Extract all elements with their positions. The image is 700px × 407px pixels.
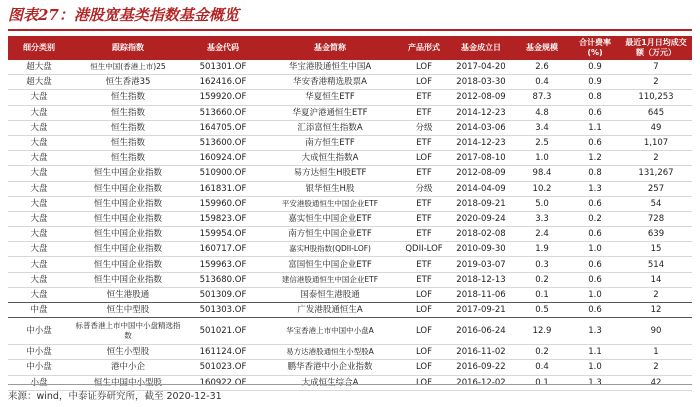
cell-volume: 1,107 <box>620 135 692 150</box>
cell-code: 513600.OF <box>186 135 260 150</box>
table-row <box>8 151 692 166</box>
cell-form: 分级 <box>400 181 448 196</box>
cell-category: 大盘 <box>8 181 70 196</box>
cell-category: 中小盘 <box>8 345 70 360</box>
cell-size: 10.2 <box>514 181 570 196</box>
cell-code: 160717.OF <box>186 242 260 257</box>
cell-index: 恒生中国企业指数 <box>70 257 186 272</box>
header-volume: 最近1月日均成交额（万元） <box>620 36 692 60</box>
cell-volume: 728 <box>620 211 692 226</box>
cell-volume: 2 <box>620 151 692 166</box>
cell-volume: 2 <box>620 360 692 375</box>
cell-fee: 0.2 <box>570 211 620 226</box>
table-row <box>8 318 692 345</box>
cell-form: LOF <box>400 303 448 318</box>
cell-size: 2.6 <box>514 60 570 75</box>
cell-category: 大盘 <box>8 272 70 287</box>
cell-code: 501023.OF <box>186 360 260 375</box>
cell-index: 恒生指数 <box>70 151 186 166</box>
cell-index: 恒生香港35 <box>70 75 186 90</box>
cell-category: 大盘 <box>8 166 70 181</box>
cell-date: 2014-12-23 <box>448 135 514 150</box>
cell-fee: 1.0 <box>570 242 620 257</box>
cell-fund-name: 富国恒生中国企业ETF <box>260 257 400 272</box>
fund-table <box>8 36 692 391</box>
cell-fee: 1.1 <box>570 120 620 135</box>
cell-index: 标普香港上市中国中小盘精选指数 <box>70 318 186 345</box>
cell-volume: 2 <box>620 75 692 90</box>
header-category: 细分类别 <box>8 36 70 60</box>
table-row <box>8 272 692 287</box>
cell-category: 超大盘 <box>8 75 70 90</box>
cell-form: ETF <box>400 166 448 181</box>
cell-code: 159823.OF <box>186 211 260 226</box>
header-index: 跟踪指数 <box>70 36 186 60</box>
cell-fund-name: 华夏恒生ETF <box>260 90 400 105</box>
cell-date: 2017-08-10 <box>448 151 514 166</box>
cell-category: 大盘 <box>8 120 70 135</box>
cell-index: 恒生指数 <box>70 90 186 105</box>
table-row <box>8 75 692 90</box>
cell-volume: 131,267 <box>620 166 692 181</box>
cell-volume: 49 <box>620 120 692 135</box>
cell-code: 161831.OF <box>186 181 260 196</box>
cell-fund-name: 汇添富恒生指数A <box>260 120 400 135</box>
cell-code: 159920.OF <box>186 90 260 105</box>
cell-fund-name: 大成恒生指数A <box>260 151 400 166</box>
cell-fund-name: 大成恒生综合A <box>260 375 400 390</box>
cell-code: 159954.OF <box>186 227 260 242</box>
cell-code: 501303.OF <box>186 303 260 318</box>
cell-size: 0.2 <box>514 272 570 287</box>
cell-volume: 514 <box>620 257 692 272</box>
cell-fee: 0.6 <box>570 272 620 287</box>
cell-volume: 2 <box>620 287 692 302</box>
cell-fund-name: 华夏沪港通恒生ETF <box>260 105 400 120</box>
cell-index: 恒生指数 <box>70 105 186 120</box>
cell-date: 2017-09-21 <box>448 303 514 318</box>
table-row <box>8 120 692 135</box>
cell-size: 0.1 <box>514 375 570 390</box>
cell-category: 中小盘 <box>8 360 70 375</box>
cell-size: 5.0 <box>514 196 570 211</box>
table-row <box>8 105 692 120</box>
cell-index: 恒生中国中小型股 <box>70 375 186 390</box>
cell-volume: 1 <box>620 345 692 360</box>
cell-fund-name: 华宝港股通恒生中国A <box>260 60 400 75</box>
cell-category: 大盘 <box>8 151 70 166</box>
cell-volume: 12 <box>620 303 692 318</box>
header-fee: 合计费率(%) <box>570 36 620 60</box>
cell-category: 大盘 <box>8 257 70 272</box>
bottom-rule <box>8 384 692 385</box>
cell-index: 恒生中型股 <box>70 303 186 318</box>
table-row <box>8 242 692 257</box>
cell-fund-name: 易方达港股通恒生小型股A <box>260 345 400 360</box>
cell-fee: 0.9 <box>570 60 620 75</box>
cell-index: 恒生中国企业指数 <box>70 272 186 287</box>
cell-fee: 1.3 <box>570 375 620 390</box>
cell-form: ETF <box>400 272 448 287</box>
cell-code: 161124.OF <box>186 345 260 360</box>
cell-fund-name: 广发港股通恒生A <box>260 303 400 318</box>
header-name: 基金简称 <box>260 36 400 60</box>
cell-date: 2020-09-24 <box>448 211 514 226</box>
table-row <box>8 360 692 375</box>
cell-form: ETF <box>400 211 448 226</box>
table-row <box>8 90 692 105</box>
cell-size: 0.4 <box>514 360 570 375</box>
cell-volume: 14 <box>620 272 692 287</box>
cell-fee: 0.9 <box>570 75 620 90</box>
table-row <box>8 257 692 272</box>
table-row <box>8 287 692 302</box>
cell-form: LOF <box>400 318 448 345</box>
cell-fee: 1.0 <box>570 360 620 375</box>
cell-fee: 0.6 <box>570 227 620 242</box>
cell-fee: 0.6 <box>570 196 620 211</box>
figure-title: 图表27：港股宽基类指数基金概览 <box>8 6 239 24</box>
cell-size: 3.4 <box>514 120 570 135</box>
cell-fund-name: 易方达恒生H股ETF <box>260 166 400 181</box>
cell-code: 501021.OF <box>186 318 260 345</box>
cell-index: 恒生中国企业指数 <box>70 242 186 257</box>
cell-category: 大盘 <box>8 287 70 302</box>
cell-fee: 0.6 <box>570 257 620 272</box>
cell-index: 恒生中国(香港上市)25 <box>70 60 186 75</box>
table-header-row <box>8 36 692 60</box>
header-form: 产品形式 <box>400 36 448 60</box>
cell-volume: 90 <box>620 318 692 345</box>
cell-size: 0.3 <box>514 257 570 272</box>
cell-date: 2017-04-20 <box>448 60 514 75</box>
cell-index: 恒生中国企业指数 <box>70 227 186 242</box>
cell-volume: 7 <box>620 60 692 75</box>
cell-fee: 0.6 <box>570 105 620 120</box>
cell-date: 2019-03-07 <box>448 257 514 272</box>
cell-form: LOF <box>400 75 448 90</box>
cell-index: 恒生指数 <box>70 120 186 135</box>
cell-form: LOF <box>400 360 448 375</box>
cell-volume: 15 <box>620 242 692 257</box>
cell-size: 3.3 <box>514 211 570 226</box>
cell-code: 159960.OF <box>186 196 260 211</box>
cell-date: 2012-08-09 <box>448 166 514 181</box>
cell-form: ETF <box>400 105 448 120</box>
cell-category: 大盘 <box>8 211 70 226</box>
cell-form: QDII-LOF <box>400 242 448 257</box>
cell-size: 1.0 <box>514 151 570 166</box>
cell-form: ETF <box>400 227 448 242</box>
cell-size: 98.4 <box>514 166 570 181</box>
table-row <box>8 181 692 196</box>
cell-volume: 54 <box>620 196 692 211</box>
cell-fee: 0.8 <box>570 166 620 181</box>
cell-date: 2014-03-06 <box>448 120 514 135</box>
cell-code: 501309.OF <box>186 287 260 302</box>
cell-fund-name: 银华恒生H股 <box>260 181 400 196</box>
cell-volume: 645 <box>620 105 692 120</box>
cell-fund-name: 南方恒生ETF <box>260 135 400 150</box>
cell-code: 160924.OF <box>186 151 260 166</box>
cell-fee: 0.6 <box>570 135 620 150</box>
cell-size: 4.8 <box>514 105 570 120</box>
cell-fund-name: 南方恒生中国企业ETF <box>260 227 400 242</box>
cell-fund-name: 嘉实恒生中国企业ETF <box>260 211 400 226</box>
cell-date: 2014-12-23 <box>448 105 514 120</box>
cell-category: 中盘 <box>8 303 70 318</box>
cell-index: 恒生中国企业指数 <box>70 166 186 181</box>
cell-date: 2016-06-24 <box>448 318 514 345</box>
cell-date: 2014-04-09 <box>448 181 514 196</box>
cell-fee: 1.3 <box>570 181 620 196</box>
cell-form: ETF <box>400 257 448 272</box>
cell-volume: 639 <box>620 227 692 242</box>
cell-fund-name: 嘉实H股指数(QDII-LOF) <box>260 242 400 257</box>
table-row <box>8 60 692 75</box>
cell-form: LOF <box>400 345 448 360</box>
cell-category: 中小盘 <box>8 318 70 345</box>
cell-fee: 1.3 <box>570 318 620 345</box>
cell-date: 2018-12-13 <box>448 272 514 287</box>
cell-form: ETF <box>400 90 448 105</box>
cell-index: 恒生小型股 <box>70 345 186 360</box>
cell-size: 2.5 <box>514 135 570 150</box>
cell-code: 164705.OF <box>186 120 260 135</box>
cell-category: 大盘 <box>8 105 70 120</box>
cell-date: 2010-09-30 <box>448 242 514 257</box>
cell-size: 12.9 <box>514 318 570 345</box>
cell-index: 恒生指数 <box>70 135 186 150</box>
table-row <box>8 227 692 242</box>
cell-size: 1.9 <box>514 242 570 257</box>
cell-category: 大盘 <box>8 196 70 211</box>
cell-code: 162416.OF <box>186 75 260 90</box>
cell-date: 2016-12-02 <box>448 375 514 390</box>
table-row <box>8 303 692 318</box>
cell-index: 恒生中国企业指数 <box>70 196 186 211</box>
cell-code: 513660.OF <box>186 105 260 120</box>
cell-form: 分级 <box>400 120 448 135</box>
cell-volume: 110,253 <box>620 90 692 105</box>
cell-form: ETF <box>400 196 448 211</box>
cell-fee: 1.1 <box>570 345 620 360</box>
cell-code: 513680.OF <box>186 272 260 287</box>
table-row <box>8 166 692 181</box>
cell-fee: 0.6 <box>570 303 620 318</box>
cell-fund-name: 华宝香港上市中国中小盘A <box>260 318 400 345</box>
cell-fund-name: 国泰恒生港股通 <box>260 287 400 302</box>
header-size: 基金规模 <box>514 36 570 60</box>
table-row <box>8 135 692 150</box>
cell-date: 2012-08-09 <box>448 90 514 105</box>
cell-fee: 0.8 <box>570 90 620 105</box>
cell-size: 0.1 <box>514 287 570 302</box>
cell-form: LOF <box>400 151 448 166</box>
cell-category: 超大盘 <box>8 60 70 75</box>
cell-fee: 1.0 <box>570 287 620 302</box>
cell-date: 2018-09-21 <box>448 196 514 211</box>
table-row <box>8 211 692 226</box>
cell-date: 2018-02-08 <box>448 227 514 242</box>
cell-size: 87.3 <box>514 90 570 105</box>
cell-category: 大盘 <box>8 242 70 257</box>
source-note: 来源：wind，中泰证券研究所，截至 2020-12-31 <box>8 391 222 402</box>
cell-size: 0.4 <box>514 75 570 90</box>
cell-size: 2.4 <box>514 227 570 242</box>
cell-fund-name: 平安港股通恒生中国企业ETF <box>260 196 400 211</box>
cell-volume: 257 <box>620 181 692 196</box>
cell-size: 0.2 <box>514 345 570 360</box>
cell-date: 2016-11-02 <box>448 345 514 360</box>
cell-code: 510900.OF <box>186 166 260 181</box>
cell-date: 2018-11-06 <box>448 287 514 302</box>
cell-code: 159963.OF <box>186 257 260 272</box>
cell-fund-name: 华安香港精选股票A <box>260 75 400 90</box>
cell-volume: 42 <box>620 375 692 390</box>
cell-code: 160922.OF <box>186 375 260 390</box>
cell-fee: 1.2 <box>570 151 620 166</box>
cell-index: 恒生中国企业指数 <box>70 211 186 226</box>
cell-category: 大盘 <box>8 90 70 105</box>
header-code: 基金代码 <box>186 36 260 60</box>
cell-form: ETF <box>400 135 448 150</box>
cell-code: 501301.OF <box>186 60 260 75</box>
cell-category: 小盘 <box>8 375 70 390</box>
cell-date: 2018-03-30 <box>448 75 514 90</box>
cell-index: 恒生中国企业指数 <box>70 181 186 196</box>
cell-date: 2016-09-22 <box>448 360 514 375</box>
cell-fund-name: 鹏华香港中小企业指数 <box>260 360 400 375</box>
cell-fund-name: 建信港股通恒生中国企业ETF <box>260 272 400 287</box>
cell-form: LOF <box>400 60 448 75</box>
cell-form: LOF <box>400 375 448 390</box>
title-rule <box>8 29 692 31</box>
table-row <box>8 345 692 360</box>
cell-index: 港中小企 <box>70 360 186 375</box>
cell-index: 恒生港股通 <box>70 287 186 302</box>
cell-form: LOF <box>400 287 448 302</box>
cell-category: 大盘 <box>8 227 70 242</box>
table-row <box>8 196 692 211</box>
cell-category: 大盘 <box>8 135 70 150</box>
header-date: 基金成立日 <box>448 36 514 60</box>
cell-size: 0.5 <box>514 303 570 318</box>
